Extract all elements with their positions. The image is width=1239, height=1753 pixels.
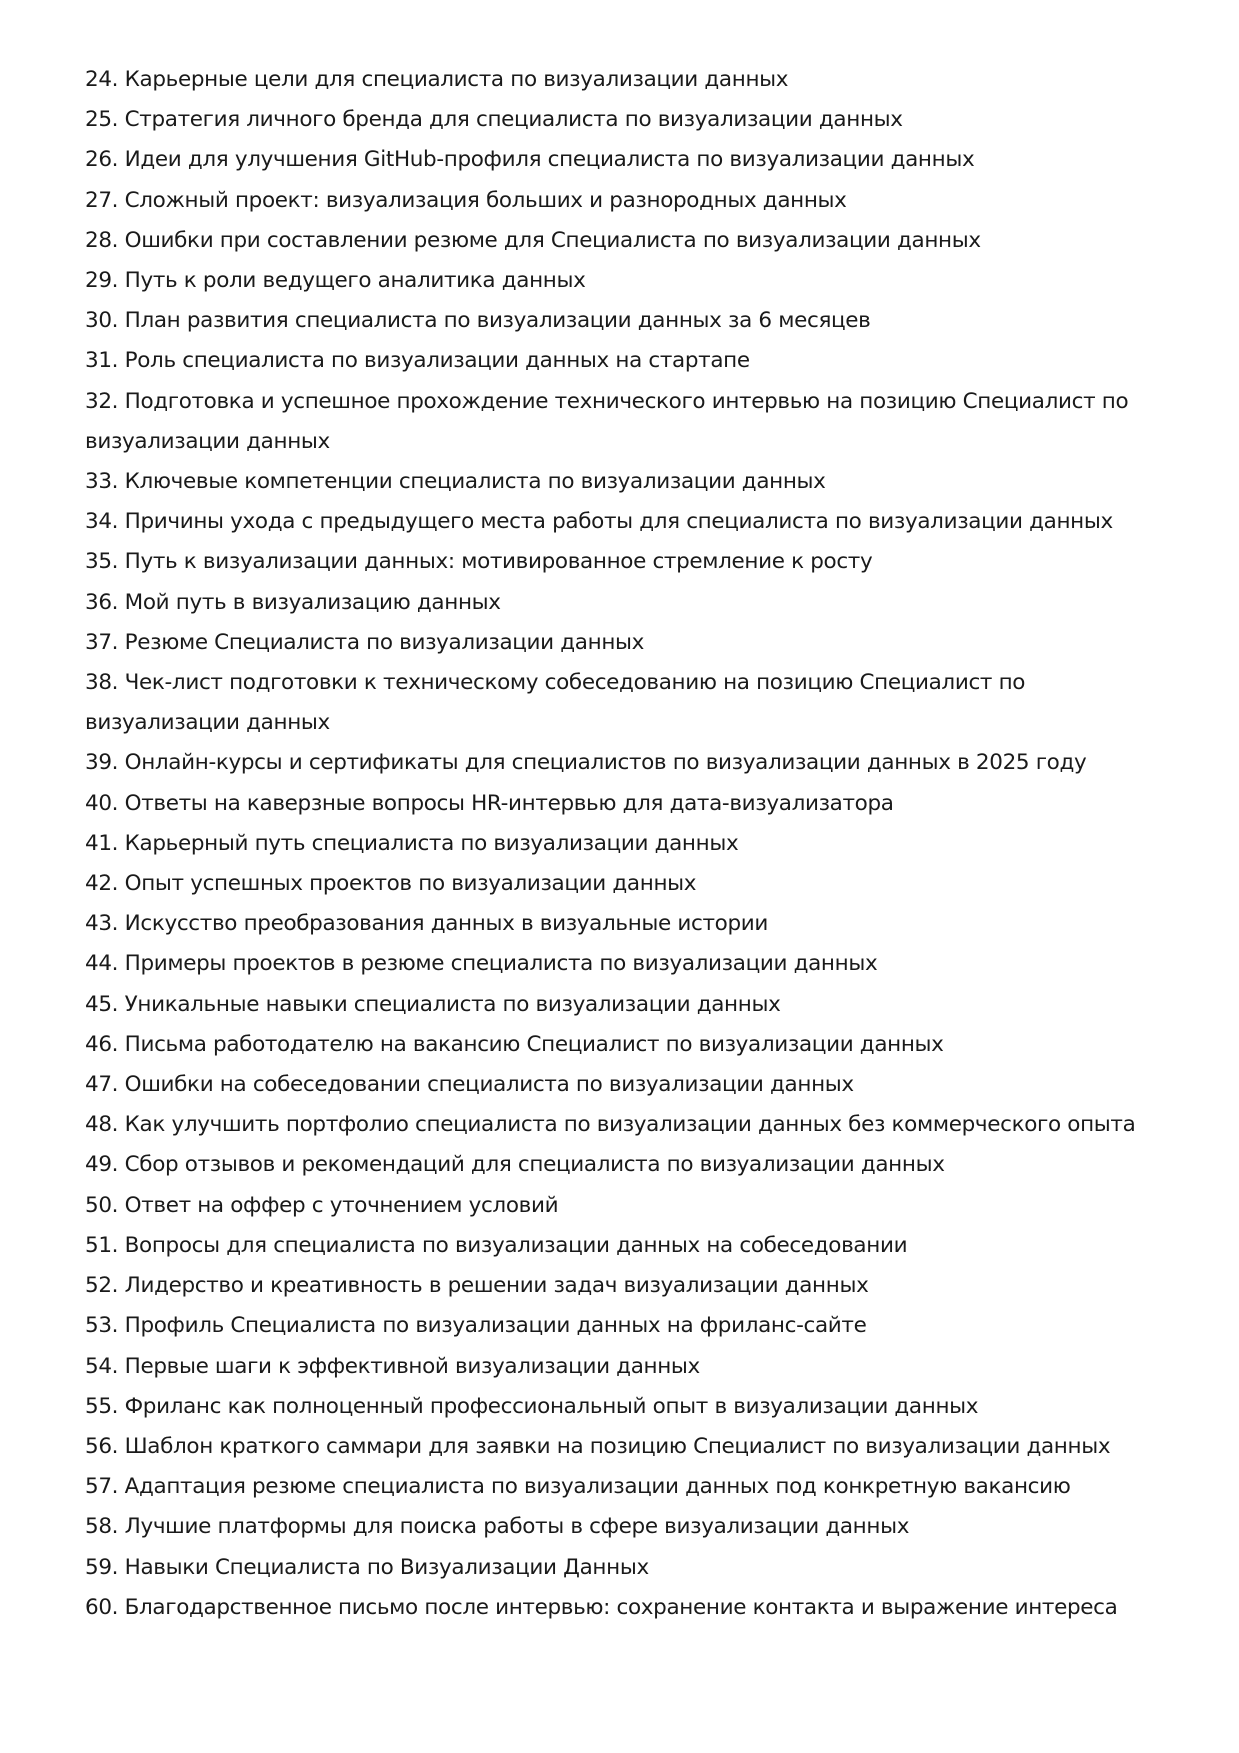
list-item: 42. Опыт успешных проектов по визуализации данных [85,871,697,897]
list-item: 48. Как улучшить портфолио специалиста по визуализации данных без коммерческого опыта [85,1112,1136,1138]
list-item: 26. Идеи для улучшения GitHub-профиля специалиста по визуализации данных [85,147,975,173]
list-item: 29. Путь к роли ведущего аналитика данных [85,268,586,294]
list-item: 33. Ключевые компетенции специалиста по визуализации данных [85,469,826,495]
list-item: 46. Письма работодателю на вакансию Специалист по визуализации данных [85,1031,944,1057]
list-item: 28. Ошибки при составлении резюме для Специалиста по визуализации данных [85,227,981,253]
list-item: 38. Чек-лист подготовки к техническому собеседованию на позицию Специалист по визуализации данных [85,670,1026,736]
list-item: 36. Мой путь в визуализацию данных [85,589,501,615]
list-item: 25. Стратегия личного бренда для специалиста по визуализации данных [85,107,903,133]
list-item: 55. Фриланс как полноценный профессиональный опыт в визуализации данных [85,1393,979,1419]
list-item: 41. Карьерный путь специалиста по визуализации данных [85,830,739,856]
list-item: 45. Уникальные навыки специалиста по визуализации данных [85,991,781,1017]
list-item: 35. Путь к визуализации данных: мотивированное стремление к росту [85,549,873,575]
list-item: 27. Сложный проект: визуализация больших и разнородных данных [85,187,847,213]
topic-list [85,60,1170,1628]
list-item: 40. Ответы на каверзные вопросы HR-интервью для дата-визуализатора [85,790,894,816]
list-item: 31. Роль специалиста по визуализации данных на стартапе [85,348,750,374]
list-item: 39. Онлайн-курсы и сертификаты для специалистов по визуализации данных в 2025 году [85,750,1087,776]
document-page [85,60,1170,1628]
list-item: 57. Адаптация резюме специалиста по визуализации данных под конкретную вакансию [85,1474,1071,1500]
list-item: 47. Ошибки на собеседовании специалиста по визуализации данных [85,1072,854,1098]
list-item: 44. Примеры проектов в резюме специалиста по визуализации данных [85,951,878,977]
list-item: 34. Причины ухода с предыдущего места работы для специалиста по визуализации данных [85,509,1113,535]
list-item: 58. Лучшие платформы для поиска работы в сфере визуализации данных [85,1514,910,1540]
list-item: 43. Искусство преобразования данных в визуальные истории [85,911,769,937]
list-item: 50. Ответ на оффер с уточнением условий [85,1192,559,1218]
list-item: 52. Лидерство и креативность в решении задач визуализации данных [85,1273,869,1299]
list-item: 53. Профиль Специалиста по визуализации данных на фриланс-сайте [85,1313,867,1339]
list-item: 54. Первые шаги к эффективной визуализации данных [85,1353,700,1379]
list-item: 56. Шаблон краткого саммари для заявки на позицию Специалист по визуализации данных [85,1433,1111,1459]
list-item: 60. Благодарственное письмо после интервью: сохранение контакта и выражение интереса [85,1594,1118,1620]
list-item: 30. План развития специалиста по визуализации данных за 6 месяцев [85,308,871,334]
list-item: 32. Подготовка и успешное прохождение технического интервью на позицию Специалист по визуализации данных [85,388,1129,454]
list-item: 49. Сбор отзывов и рекомендаций для специалиста по визуализации данных [85,1152,945,1178]
list-item: 59. Навыки Специалиста по Визуализации Данных [85,1554,649,1580]
list-item: 51. Вопросы для специалиста по визуализации данных на собеседовании [85,1232,908,1258]
list-item: 24. Карьерные цели для специалиста по визуализации данных [85,67,789,92]
list-item: 37. Резюме Специалиста по визуализации данных [85,629,645,655]
